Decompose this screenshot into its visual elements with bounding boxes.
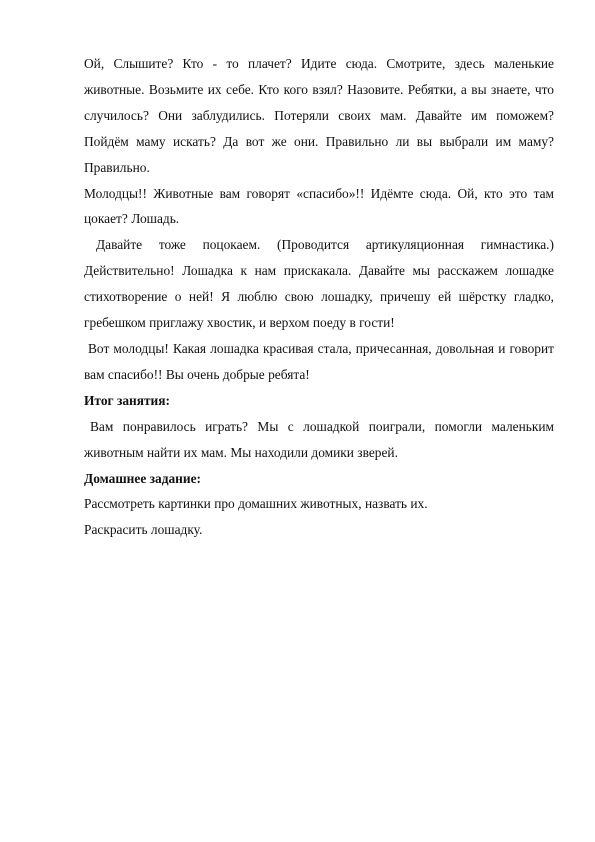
paragraph-homework-coloring: Раскрасить лошадку. [84,522,203,538]
paragraph-horse-poem: Давайте тоже поцокаем. (Проводится артикуляционная гимнастика.) Действительно! Лошадка к нам прискакала. Давайте мы расскажем лошадке стихотворение о ней! Я люблю свою лошадку, причешу ей шёрстку гладко, гребешком приглажу хвостик, и верхом поеду в гости! [84,237,554,331]
heading-lesson-summary: Итог занятия: [84,392,170,408]
paragraph-homework-pictures: Рассмотреть картинки про домашних животных, назвать их. [84,496,428,512]
heading-homework: Домашнее задание: [84,470,202,486]
paragraph-lost-animals: Ой, Слышите? Кто - то плачет? Идите сюда. Смотрите, здесь маленькие животные. Возьмите их себе. Кто кого взял? Назовите. Ребятки, а вы знаете, что случилось? Они заблудились. Потеряли своих мам. Давайте им поможем? Пойдём маму искать? Да вот же они. Правильно ли вы выбрали им маму? Правильно. [84,56,554,175]
paragraph-summary: Вам понравилось играть? Мы с лошадкой поиграли, помогли маленьким животным найти их мам. Мы находили домики зверей. [84,418,554,460]
paragraph-horse-thanks: Вот молодцы! Какая лошадка красивая стала, причесанная, довольная и говорит вам спасибо!! Вы очень добрые ребята! [84,340,554,382]
document-body [84,51,554,543]
paragraph-thanks-horse: Молодцы!! Животные вам говорят «спасибо»!! Идёмте сюда. Ой, кто это там цокает? Лошадь. [84,185,554,227]
